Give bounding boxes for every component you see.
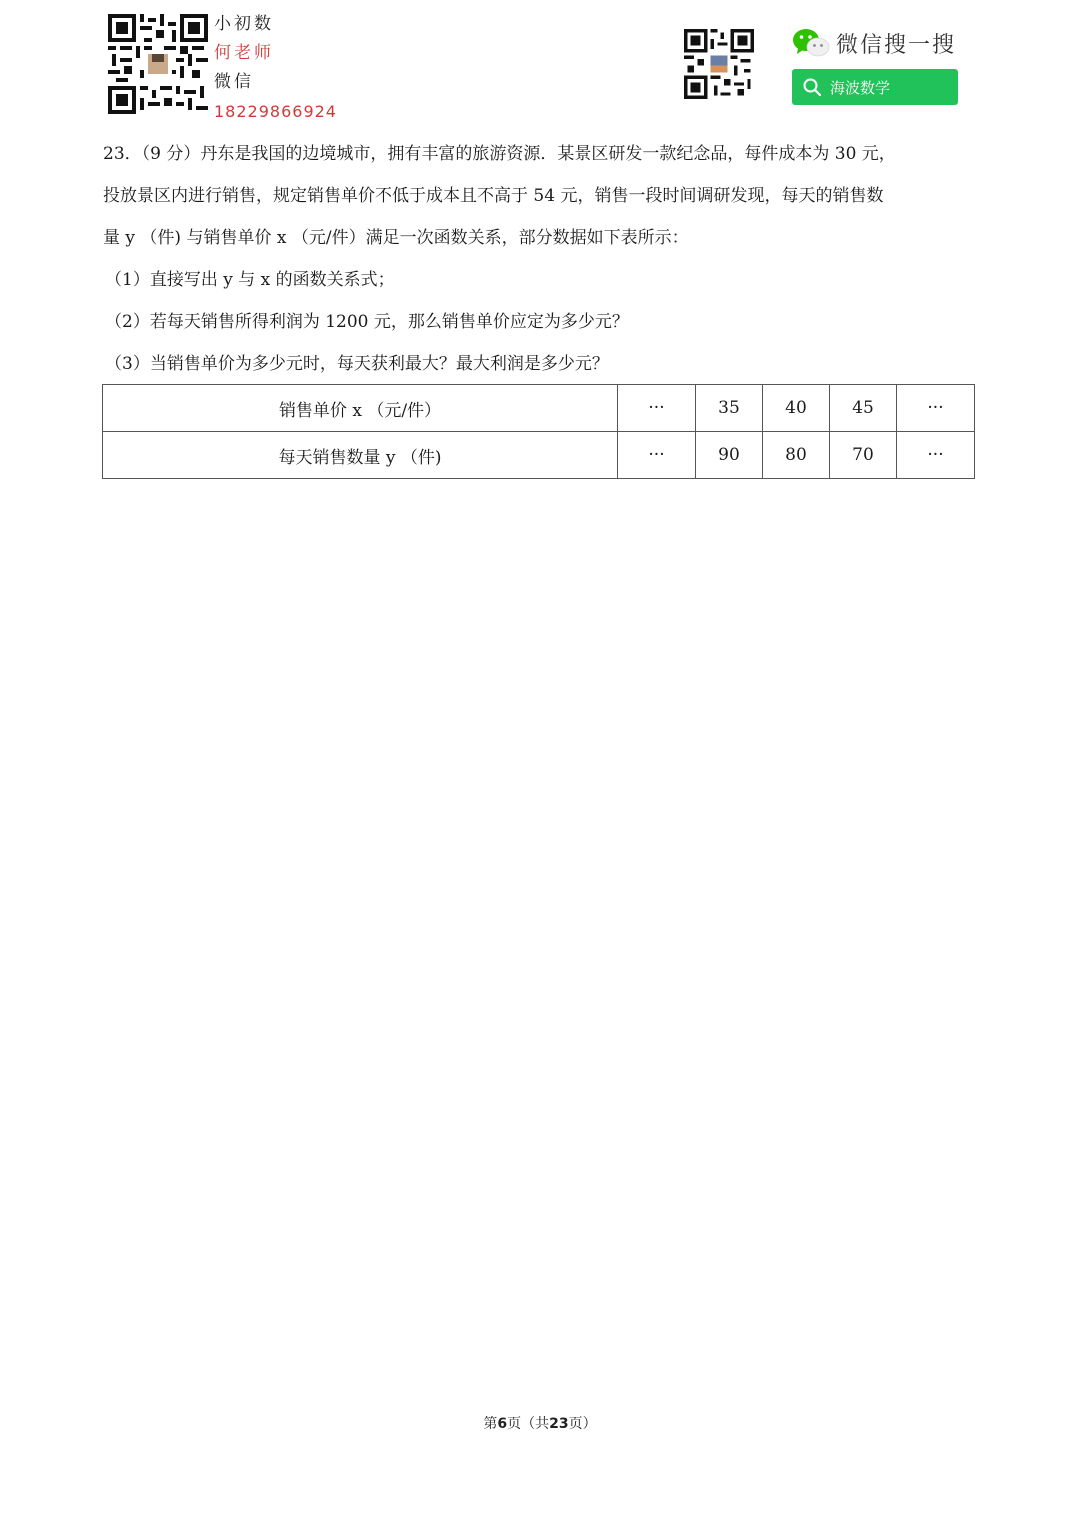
problem-line-3: 量 y （件) 与销售单价 x （元/件）满足一次函数关系，部分数据如下表所示： <box>103 228 689 248</box>
page-footer <box>0 1413 1080 1433</box>
table-cell-x: 45 <box>830 385 897 432</box>
contact-line-1: 小初数 <box>214 14 274 34</box>
table-cell-x: 35 <box>696 385 763 432</box>
search-icon <box>802 77 822 97</box>
contact-line-3: 微信 <box>214 72 254 92</box>
data-table <box>102 384 975 479</box>
qr-code-left <box>108 14 208 114</box>
table-cell-y: 90 <box>696 432 763 479</box>
wechat-search-badge <box>792 26 962 105</box>
footer-prefix: 第 <box>483 1416 498 1432</box>
table-cell-x: 40 <box>763 385 830 432</box>
row-label-quantity: 每天销售数量 y （件) <box>103 432 618 479</box>
footer-page-number: 6 <box>497 1416 508 1432</box>
table-row-quantity <box>103 432 975 479</box>
table-cell-y: 70 <box>830 432 897 479</box>
question-3: （3）当销售单价为多少元时，每天获利最大？最大利润是多少元？ <box>105 354 609 374</box>
wechat-search-button[interactable] <box>792 69 958 105</box>
page-header <box>0 0 1080 130</box>
table-cell-ellipsis: ··· <box>618 432 696 479</box>
footer-total-pages: 23 <box>549 1416 569 1432</box>
table-cell-ellipsis: ··· <box>897 385 975 432</box>
table-cell-y: 80 <box>763 432 830 479</box>
contact-info <box>214 10 337 126</box>
problem-text <box>103 133 979 385</box>
table-row-price <box>103 385 975 432</box>
question-2: （2）若每天销售所得利润为 1200 元，那么销售单价应定为多少元？ <box>105 312 629 332</box>
contact-line-2: 何老师 <box>214 43 274 63</box>
footer-suffix: 页） <box>568 1416 597 1432</box>
wechat-search-title: 微信搜一搜 <box>836 32 957 58</box>
table-cell-ellipsis: ··· <box>897 432 975 479</box>
qr-code-middle <box>684 29 754 99</box>
question-1: （1）直接写出 y 与 x 的函数关系式； <box>105 270 395 290</box>
problem-line-1: 23．（9 分）丹东是我国的边境城市，拥有丰富的旅游资源．某景区研发一款纪念品，每件成本为 30 元， <box>103 144 896 164</box>
wechat-logo-icon <box>792 28 830 58</box>
footer-middle: 页（共 <box>507 1416 550 1432</box>
row-label-price: 销售单价 x （元/件） <box>103 385 618 432</box>
problem-line-2: 投放景区内进行销售，规定销售单价不低于成本且不高于 54 元，销售一段时间调研发现，每天的销售数 <box>103 186 884 206</box>
table-cell-ellipsis: ··· <box>618 385 696 432</box>
wechat-search-button-label: 海波数学 <box>830 78 891 97</box>
contact-phone: 18229866924 <box>214 102 337 121</box>
